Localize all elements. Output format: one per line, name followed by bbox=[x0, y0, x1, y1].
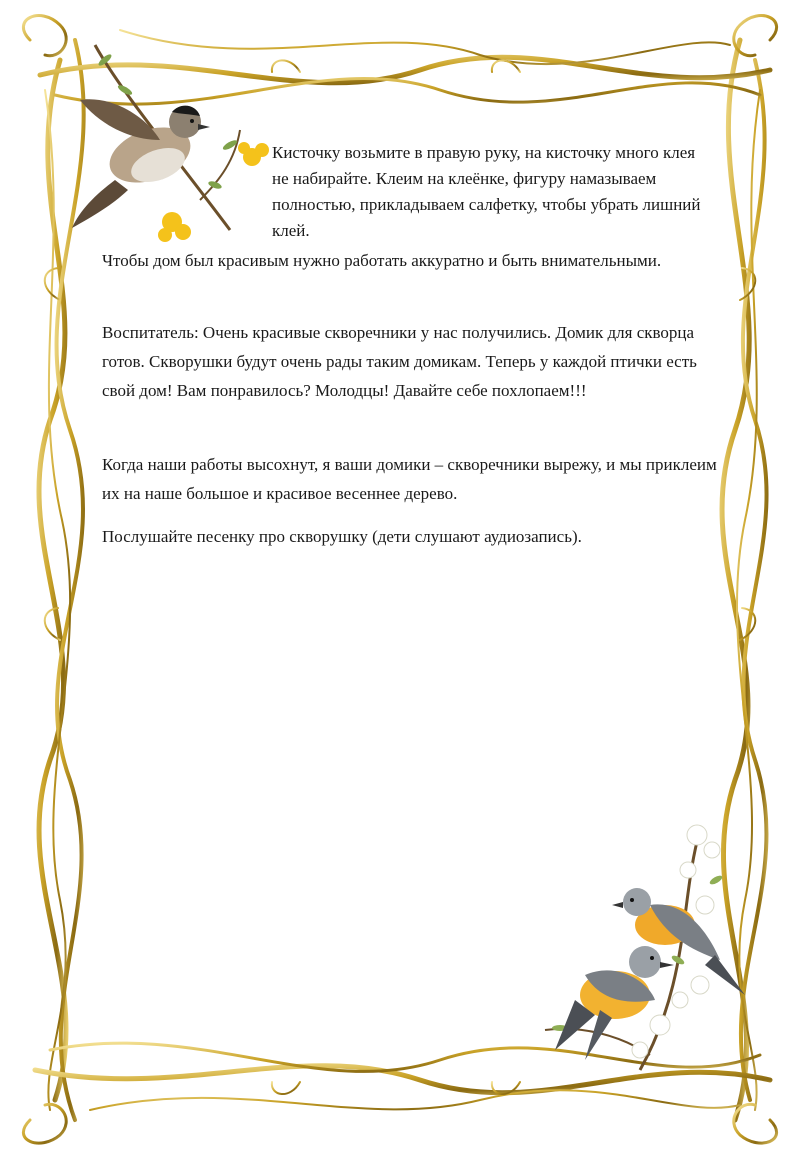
paragraph-glue-instructions: Кисточку возьмите в правую руку, на кисточку много клея не набирайте. Клеим на клеёнке, фигуру намазываем полностью, прикладываем салфетку, чтобы убрать лишний клей. bbox=[272, 143, 701, 240]
two-birds-on-blossom-icon bbox=[545, 825, 745, 1070]
paragraph-work-carefully: Чтобы дом был красивым нужно работать аккуратно и быть внимательными. bbox=[102, 251, 662, 270]
paragraph-teacher-praise: Воспитатель: Очень красивые скворечники у нас получились. Домик для скворца готов. Скворушки будут очень рады таким домикам. Теперь у каждой птички есть свой дом! Вам понравилось? Молодцы! Давайте себе похлопаем!!! bbox=[102, 323, 697, 400]
paragraph-listen-song: Послушайте песенку про скворушку (дети слушают аудиозапись). bbox=[102, 527, 582, 546]
paragraph-cut-and-glue-to-tree: Когда наши работы высохнут, я ваши домики – скворечники вырежу, и мы приклеим их на наше большое и красивое весеннее дерево. bbox=[102, 455, 717, 503]
